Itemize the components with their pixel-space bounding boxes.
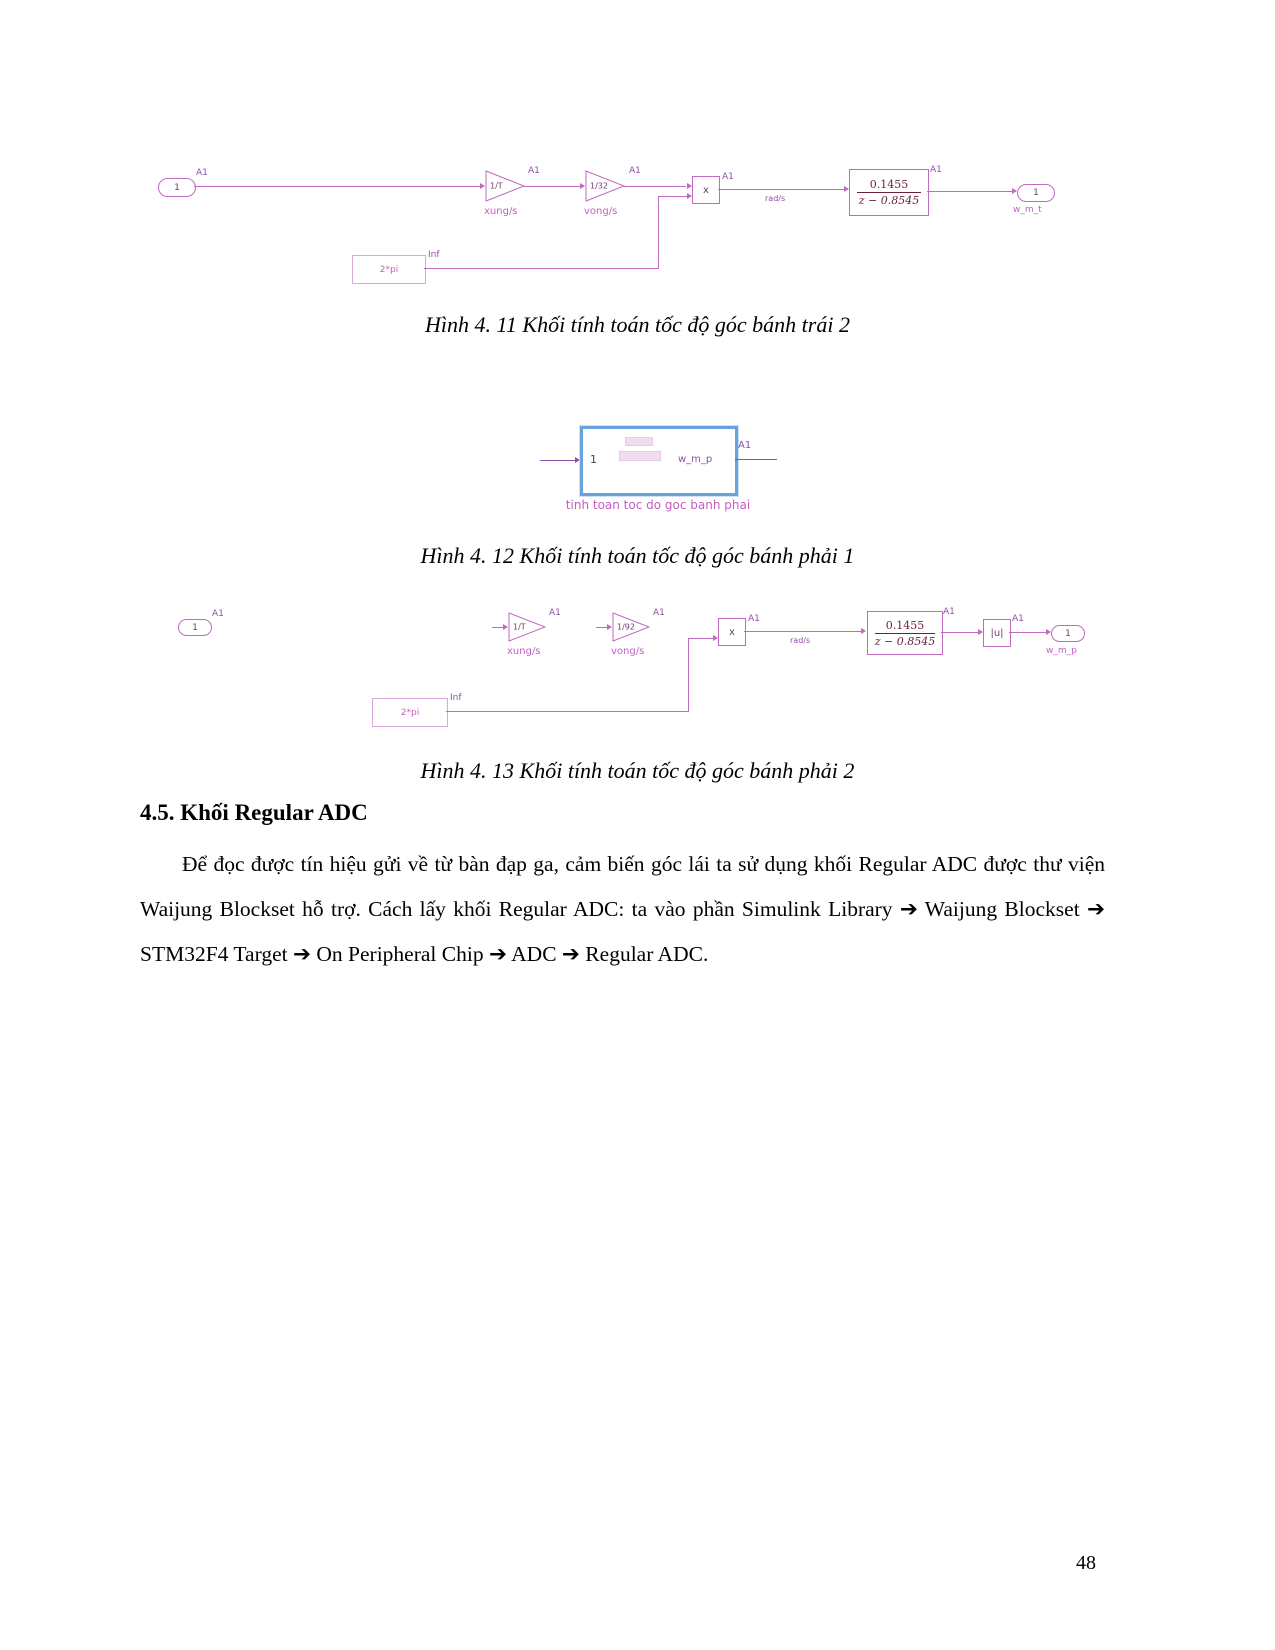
wire [658, 196, 659, 269]
gain-block-1 [485, 170, 525, 202]
product-label: x [703, 184, 709, 196]
wire [540, 460, 577, 461]
figure-12-diagram [0, 418, 1275, 548]
transfer-fcn-block [849, 169, 929, 216]
wire [524, 186, 581, 187]
signal-label-inf: Inf [428, 250, 440, 260]
page-number: 48 [1076, 1552, 1096, 1574]
wire [194, 186, 483, 187]
arrowhead [713, 635, 718, 641]
fraction-bar [875, 633, 936, 634]
figure-13-caption: Hình 4. 13 Khối tính toán tốc độ góc bánh phải 2 [420, 758, 855, 783]
wire [941, 632, 979, 633]
signal-label-a1: A1 [196, 168, 208, 178]
wire [624, 186, 686, 187]
signal-label-a1: A1 [629, 166, 641, 176]
constant-block [352, 255, 426, 284]
wire-signal-name: rad/s [790, 636, 811, 645]
wire-signal-name: rad/s [765, 194, 786, 203]
signal-label-a1: A1 [528, 166, 540, 176]
product-block [718, 618, 746, 646]
subsystem-preview [619, 451, 661, 461]
arrowhead [687, 193, 692, 199]
gain-block-2 [612, 612, 650, 642]
signal-label-a1: A1 [738, 440, 752, 451]
product-label: x [729, 626, 735, 638]
wire [424, 268, 658, 269]
input-port-block [158, 178, 196, 197]
tf-denominator: z − 0.8545 [874, 634, 936, 648]
signal-label-a1: A1 [930, 165, 942, 175]
arrowhead [861, 628, 866, 634]
gain-block-2 [585, 170, 625, 202]
input-port-label: 1 [192, 622, 198, 633]
signal-label-a1: A1 [722, 172, 734, 182]
output-port-label: 1 [1065, 628, 1071, 639]
gain-value: 1/32 [590, 181, 608, 191]
signal-label-a1: A1 [549, 608, 561, 618]
signal-label-inf: Inf [450, 693, 462, 703]
input-port-label: 1 [174, 182, 180, 193]
figure-11-diagram [140, 165, 1080, 300]
signal-label-a1: A1 [748, 614, 760, 624]
transfer-fcn-block [867, 611, 943, 655]
wire [658, 196, 688, 197]
block-name: xung/s [484, 206, 518, 217]
signal-label-a1: A1 [212, 609, 224, 619]
signal-label-a1: A1 [1012, 614, 1024, 624]
subsystem-name: tinh toan toc do goc banh phai [565, 498, 751, 512]
wire [718, 189, 844, 190]
figure-12-caption: Hình 4. 12 Khối tính toán tốc độ góc bánh phải 1 [420, 543, 855, 568]
gain-value: 1/92 [617, 622, 635, 632]
constant-value: 2*pi [379, 264, 399, 275]
constant-block [372, 698, 448, 727]
input-port-block [178, 619, 212, 636]
signal-label-a1: A1 [943, 607, 955, 617]
gain-value: 1/T [513, 622, 526, 632]
wire [446, 711, 688, 712]
subsystem-block [580, 426, 738, 496]
figure-11-caption: Hình 4. 11 Khối tính toán tốc độ góc bánh trái 2 [425, 312, 850, 337]
fraction-bar [857, 192, 921, 193]
gain-block-1 [508, 612, 546, 642]
abs-label: |u| [990, 627, 1004, 639]
tf-denominator: z − 0.8545 [858, 194, 920, 207]
tf-numerator: 0.1455 [885, 618, 925, 632]
signal-label-a1: A1 [653, 608, 665, 618]
output-port-name: w_m_t [1013, 205, 1042, 215]
subsystem-inport-label: 1 [590, 453, 597, 466]
figure-13-diagram [140, 606, 1100, 746]
output-port-label: 1 [1033, 188, 1039, 198]
wire [1009, 632, 1047, 633]
subsystem-outport-label: w_m_p [678, 454, 713, 465]
product-block [692, 176, 720, 204]
block-name: vong/s [611, 646, 645, 657]
gain-value: 1/T [490, 181, 503, 191]
wire [688, 638, 714, 639]
wire [744, 631, 862, 632]
wire [927, 191, 1013, 192]
output-port-block [1017, 184, 1055, 202]
wire [735, 459, 777, 460]
abs-block [983, 619, 1011, 647]
output-port-name: w_m_p [1046, 646, 1077, 656]
wire [688, 638, 689, 712]
block-name: vong/s [584, 206, 618, 217]
tf-numerator: 0.1455 [869, 178, 909, 191]
section-heading: 4.5. Khối Regular ADC [140, 800, 368, 825]
section-paragraph: Để đọc được tín hiệu gửi về từ bàn đạp ga, cảm biến góc lái ta sử dụng khối Regular ADC được thư viện Waijung Blockset hỗ trợ. Cách lấy khối Regular ADC: ta vào phần Simulink Library ➔ Waijung Blockset ➔ STM32F4 Target ➔ On Peripheral Chip ➔ ADC ➔ Regular ADC. [140, 852, 1105, 966]
subsystem-preview [625, 437, 653, 446]
output-port-block [1051, 625, 1085, 642]
constant-value: 2*pi [400, 707, 420, 718]
block-name: xung/s [507, 646, 541, 657]
